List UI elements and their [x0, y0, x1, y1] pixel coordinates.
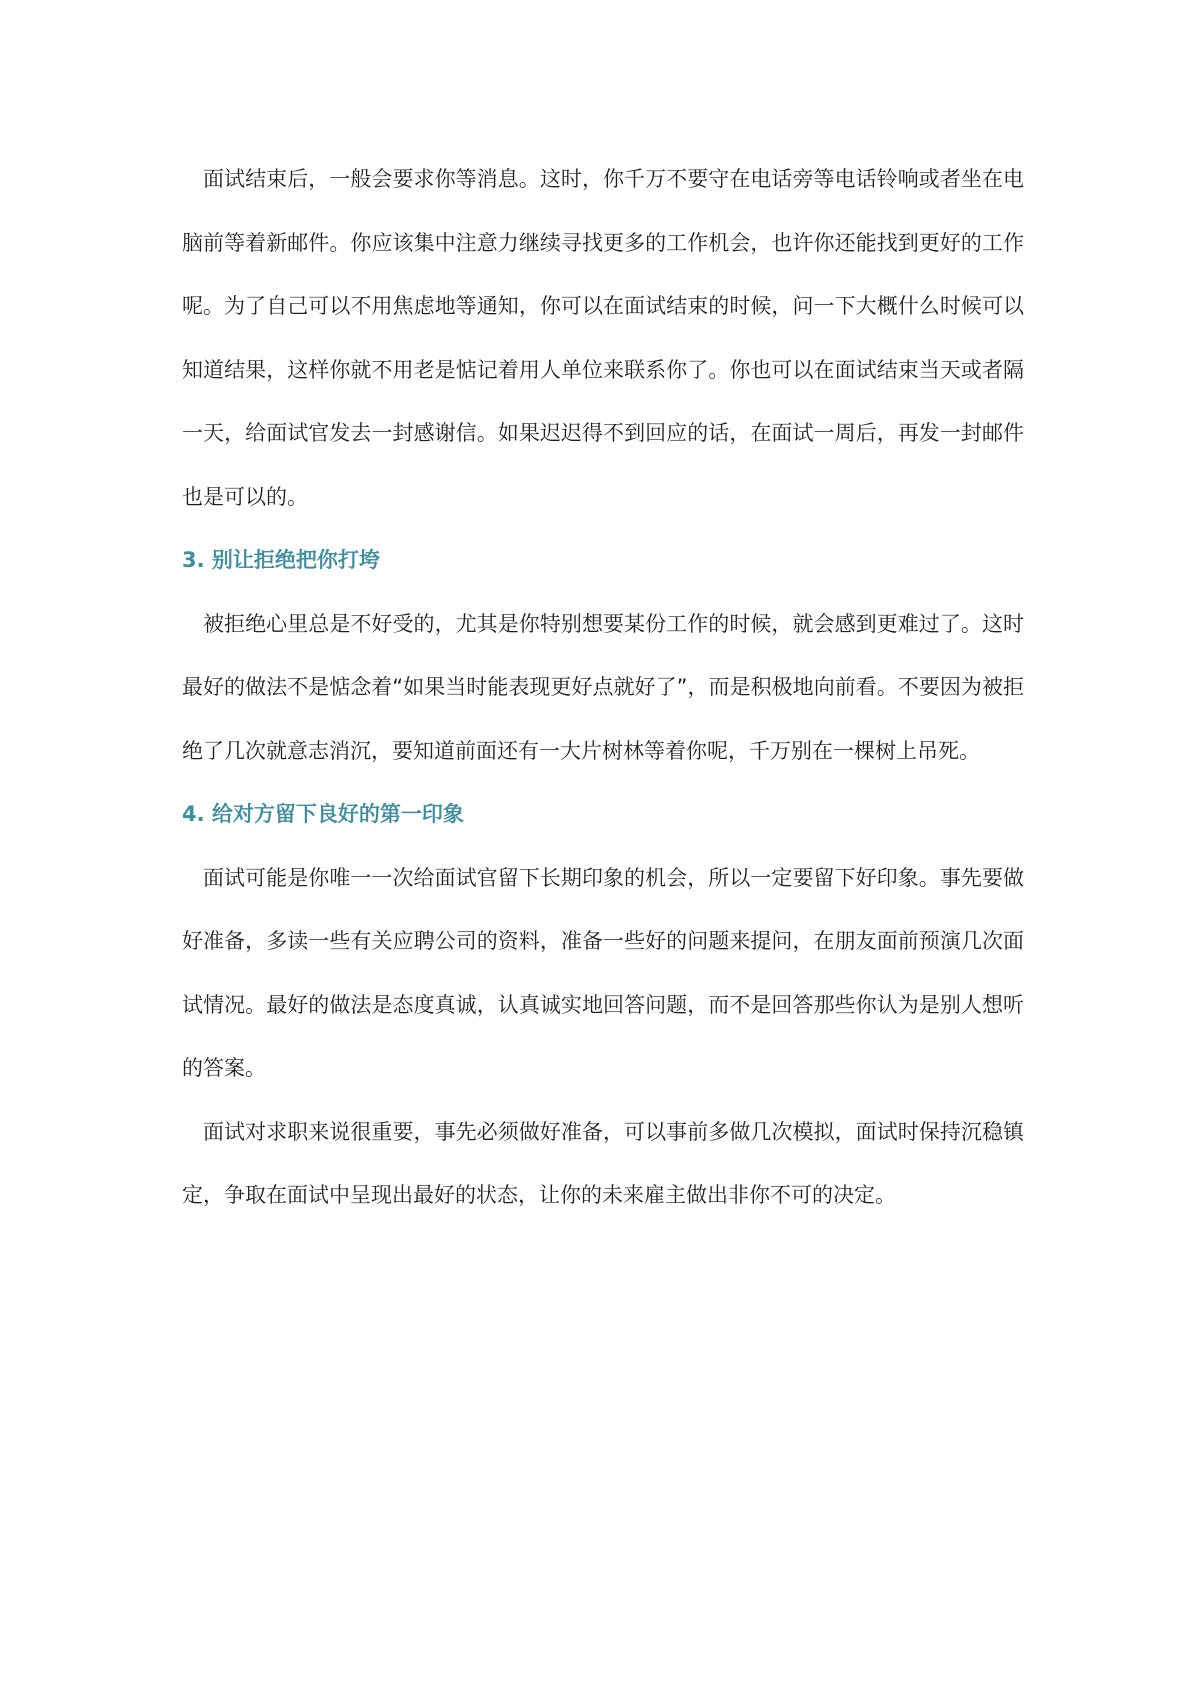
section-heading-3: 3. 别让拒绝把你打垮: [182, 548, 380, 572]
paragraph-rejection: 被拒绝心里总是不好受的，尤其是你特别想要某份工作的时候，就会感到更难过了。这时最好的做法不是惦念着“如果当时能表现更好点就好了”，而是积极地向前看。不要因为被拒绝了几次就意志消沉，要知道前面还有一大片树林等着你呢，千万别在一棵树上吊死。: [182, 611, 1024, 763]
section-heading-4: 4. 给对方留下良好的第一印象: [182, 802, 464, 826]
paragraph-conclusion: 面试对求职来说很重要，事先必须做好准备，可以事前多做几次模拟，面试时保持沉稳镇定，争取在面试中呈现出最好的状态，让你的未来雇主做出非你不可的决定。: [182, 1119, 1024, 1207]
paragraph-first-impression: 面试可能是你唯一一次给面试官留下长期印象的机会，所以一定要留下好印象。事先要做好准备，多读一些有关应聘公司的资料，准备一些好的问题来提问，在朋友面前预演几次面试情况。最好的做法是态度真诚，认真诚实地回答问题，而不是回答那些你认为是别人想听的答案。: [182, 865, 1024, 1080]
paragraph-waiting-after-interview: 面试结束后，一般会要求你等消息。这时，你千万不要守在电话旁等电话铃响或者坐在电脑前等着新邮件。你应该集中注意力继续寻找更多的工作机会，也许你还能找到更好的工作呢。为了自己可以不用焦虑地等通知，你可以在面试结束的时候，问一下大概什么时候可以知道结果，这样你就不用老是惦记着用人单位来联系你了。你也可以在面试结束当天或者隔一天，给面试官发去一封感谢信。如果迟迟得不到回应的话，在面试一周后，再发一封邮件也是可以的。: [182, 167, 1024, 509]
document-page: [182, 148, 1024, 1228]
